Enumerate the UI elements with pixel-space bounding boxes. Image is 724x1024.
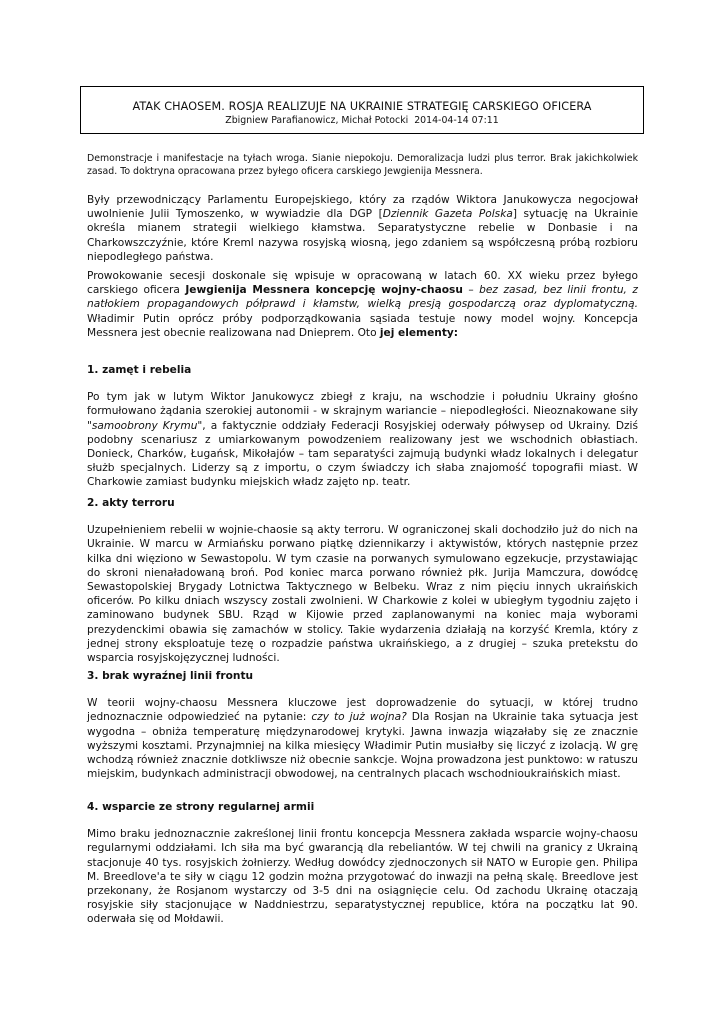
article-date: 2014-04-14 07:11	[414, 115, 499, 126]
section-4	[87, 800, 638, 927]
section-body: Po tym jak w lutym Wiktor Janukowycz zbiegł z kraju, na wschodzie i południu Ukrainy głośno formułowano żądania szerokiej autonomii - w skrajnym wariancie – niepodległości. Nieoznakowane siły "samoobrony Krymu", a faktycznie oddziały Federacji Rosyjskiej oderwały półwysep od Ukrainy. Dziś podobny scenariusz z umiarkowanym powodzeniem realizowany jest we wschodnich obłastiach. Donieck, Charków, Ługańsk, Mikołajów – tam separatyści zajmują budynki władz lokalnych i delegatur służb specjalnych. Liderzy są z importu, o czym świadczy ich słaba znajomość topografii miast. W Charkowie zamiast budynku miejskich władz zajęto np. teatr.	[87, 391, 638, 489]
section-heading: 3. brak wyraźnej linii frontu	[87, 670, 254, 682]
article-lead: Demonstracje i manifestacje na tyłach wroga. Sianie niepokoju. Demoralizacja ludzi plus terror. Brak jakichkolwiek zasad. To doktryna opracowana przez byłego oficera carskiego Jewgienija Messnera.	[87, 153, 638, 177]
section-heading: 2. akty terroru	[87, 497, 175, 509]
intro-paragraph-2: Prowokowanie secesji doskonale się wpisuje w opracowaną w latach 60. XX wieku przez byłego carskiego oficera Jewgienija Messnera koncepcję wojny-chaosu – bez zasad, bez linii frontu, z natłokiem propagandowych półprawd i kłamstw, wielką presją gospodarczą oraz dyplomatyczną. Władimir Putin oprócz próby podporządkowania sąsiada testuje nowy model wojny. Koncepcja Messnera jest obecnie realizowana nad Dnieprem. Oto jej elementy:	[87, 270, 638, 339]
section-1	[87, 363, 638, 490]
section-3	[87, 669, 638, 781]
intro-paragraph-1: Były przewodniczący Parlamentu Europejskiego, który za rządów Wiktora Janukowycza negocjował uwolnienie Julii Tymoszenko, w wywiadzie dla DGP [Dziennik Gazeta Polska] sytuację na Ukrainie określa mianem strategii wielkiego kłamstwa. Separatystyczne rebelie w Donbasie i na Charkowszczyźnie, które Kreml nazywa rosyjską wiosną, jego zdaniem są współczesną próbą rozbioru niepodległego państwa.	[87, 194, 638, 263]
article-meta	[81, 114, 643, 127]
article-title: ATAK CHAOSEM. ROSJA REALIZUJE NA UKRAINIE STRATEGIĘ CARSKIEGO OFICERA	[132, 100, 592, 113]
section-body: Mimo braku jednoznacznie zakreślonej linii frontu koncepcja Messnera zakłada wsparcie wojny-chaosu regularnymi oddziałami. Ich siła ma być gwarancją dla rebeliantów. W tej chwili na granicy z Ukrainą stacjonuje 40 tys. rosyjskich żołnierzy. Według dowódcy zjednoczonych sił NATO w Europie gen. Philipa M. Breedlove'a te siły w ciągu 12 godzin można przygotować do inwazji na pełną skalę. Breedlove jest przekonany, że Rosjanom wystarczy od 3-5 dni na osiągnięcie celu. Od zachodu Ukrainę otaczają rosyjskie siły stacjonujące w Naddniestrzu, separatystycznej republice, która na początku lat 90. oderwała się od Mołdawii.	[87, 828, 638, 926]
section-2	[87, 496, 638, 665]
section-body: W teorii wojny-chaosu Messnera kluczowe jest doprowadzenie do sytuacji, w której trudno jednoznacznie odpowiedzieć na pytanie: czy to już wojna? Dla Rosjan na Ukrainie taka sytuacja jest wygodna – obniża temperaturę międzynarodowej krytyki. Jawna inwazja wiązałaby się ze znacznie wyższymi kosztami. Przynajmniej na kilka miesięcy Władimir Putin musiałby się liczyć z izolacją. W grę wchodzą również znacznie dotkliwsze niż obecnie sankcje. Wojna prowadzona jest punktowo: w ratuszu miejskim, budynkach administracji obwodowej, na centralnych placach wschodnioukraińskich miast.	[87, 697, 638, 781]
section-heading: 1. zamęt i rebelia	[87, 364, 192, 376]
article-header-box	[80, 86, 644, 134]
section-heading: 4. wsparcie ze strony regularnej armii	[87, 801, 315, 813]
section-body: Uzupełnieniem rebelii w wojnie-chaosie są akty terroru. W ograniczonej skali dochodziło już do nich na Ukrainie. W marcu w Armiańsku porwano piątkę dziennikarzy i aktywistów, których następnie przez kilka dni więziono w Sewastopolu. W tym czasie na porwanych symulowano egzekucje, przystawiając do skroni nienaładowaną broń. Pod koniec marca porwano również płk. Jurija Mamczura, dowódcę Sewastopolskiej Brygady Lotnictwa Taktycznego w Belbeku. Wraz z nim pięciu innych ukraińskich oficerów. Po kilku dniach wszyscy zostali zwolnieni. W Charkowie z kolei w ubiegłym tygodniu zajęto i zaminowano budynek SBU. Rząd w Kijowie przed zaplanowanymi na koniec maja wyborami prezydenckimi obawia się zamachów w stolicy. Takie wydarzenia działają na korzyść Kremla, który z jednej strony eksploatuje tezę o rozpadzie państwa ukraińskiego, a z drugiej – szuka pretekstu do wsparcia rosyjskojęzycznej ludności.	[87, 524, 638, 665]
article-authors: Zbigniew Parafianowicz, Michał Potocki	[225, 115, 409, 126]
